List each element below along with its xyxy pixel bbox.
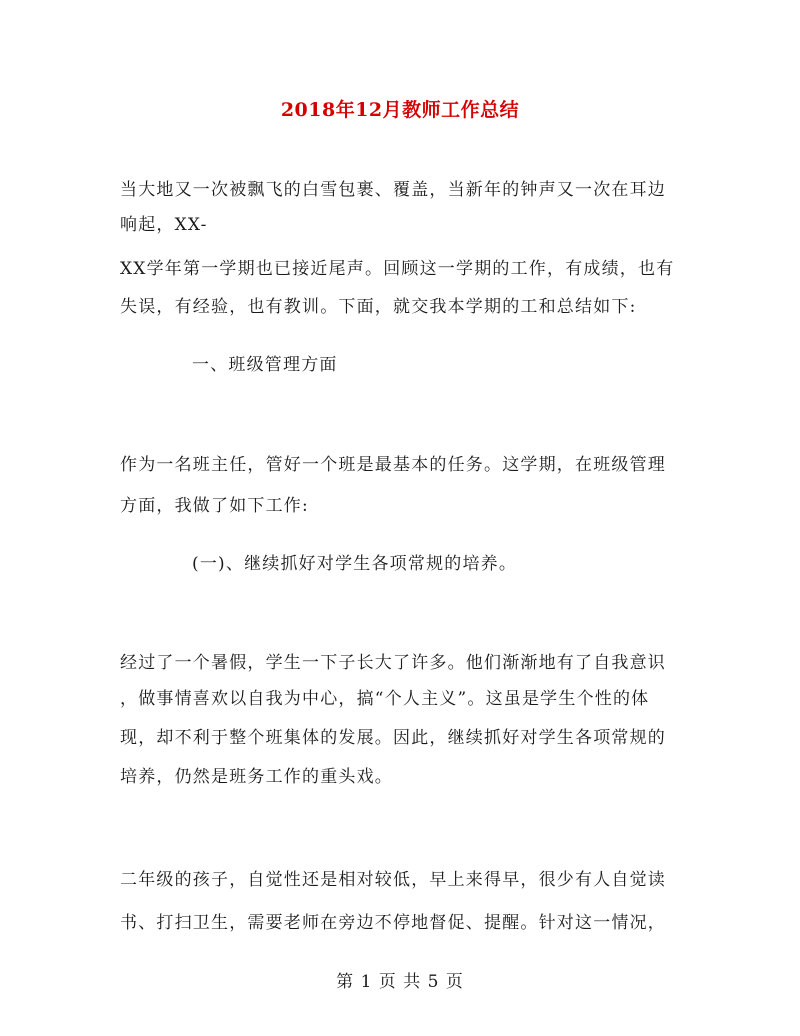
page-number: 第 1 页 共 5 页 [336,972,464,992]
paragraph-line: 失误，有经验，也有教训。下面，就交我本学期的工和总结如下: [120,297,637,317]
paragraph-line: 响起，XX- [120,215,208,235]
paragraph-line: 经过了一个暑假，学生一下子长大了许多。他们渐渐地有了自我意识 [120,653,666,673]
paragraph-line: XX学年第一学期也已接近尾声。回顾这一学期的工作，有成绩，也有 [120,259,675,279]
paragraph-line: 当大地又一次被飘飞的白雪包裹、覆盖，当新年的钟声又一次在耳边 [120,180,666,200]
paragraph-line: 二年级的孩子，自觉性还是相对较低，早上来得早，很少有人自觉读 [120,870,666,890]
paragraph-line: 方面，我做了如下工作: [120,496,309,516]
section-heading: 一、班级管理方面 [192,355,338,375]
subsection-heading: (一)、继续抓好对学生各项常规的培养。 [192,554,518,574]
paragraph-line: 培养，仍然是班务工作的重头戏。 [120,767,393,787]
paragraph-line: 作为一名班主任，管好一个班是最基本的任务。这学期，在班级管理 [120,455,666,475]
paragraph-line: 书、打扫卫生，需要老师在旁边不停地督促、提醒。针对这一情况， [120,913,666,933]
paragraph-line: ，做事情喜欢以自我为中心，搞“个人主义”。这虽是学生个性的体 [120,689,650,709]
paragraph-line: 现，却不利于整个班集体的发展。因此，继续抓好对学生各项常规的 [120,728,666,748]
document-title: 2018年12月教师工作总结 [280,99,520,121]
